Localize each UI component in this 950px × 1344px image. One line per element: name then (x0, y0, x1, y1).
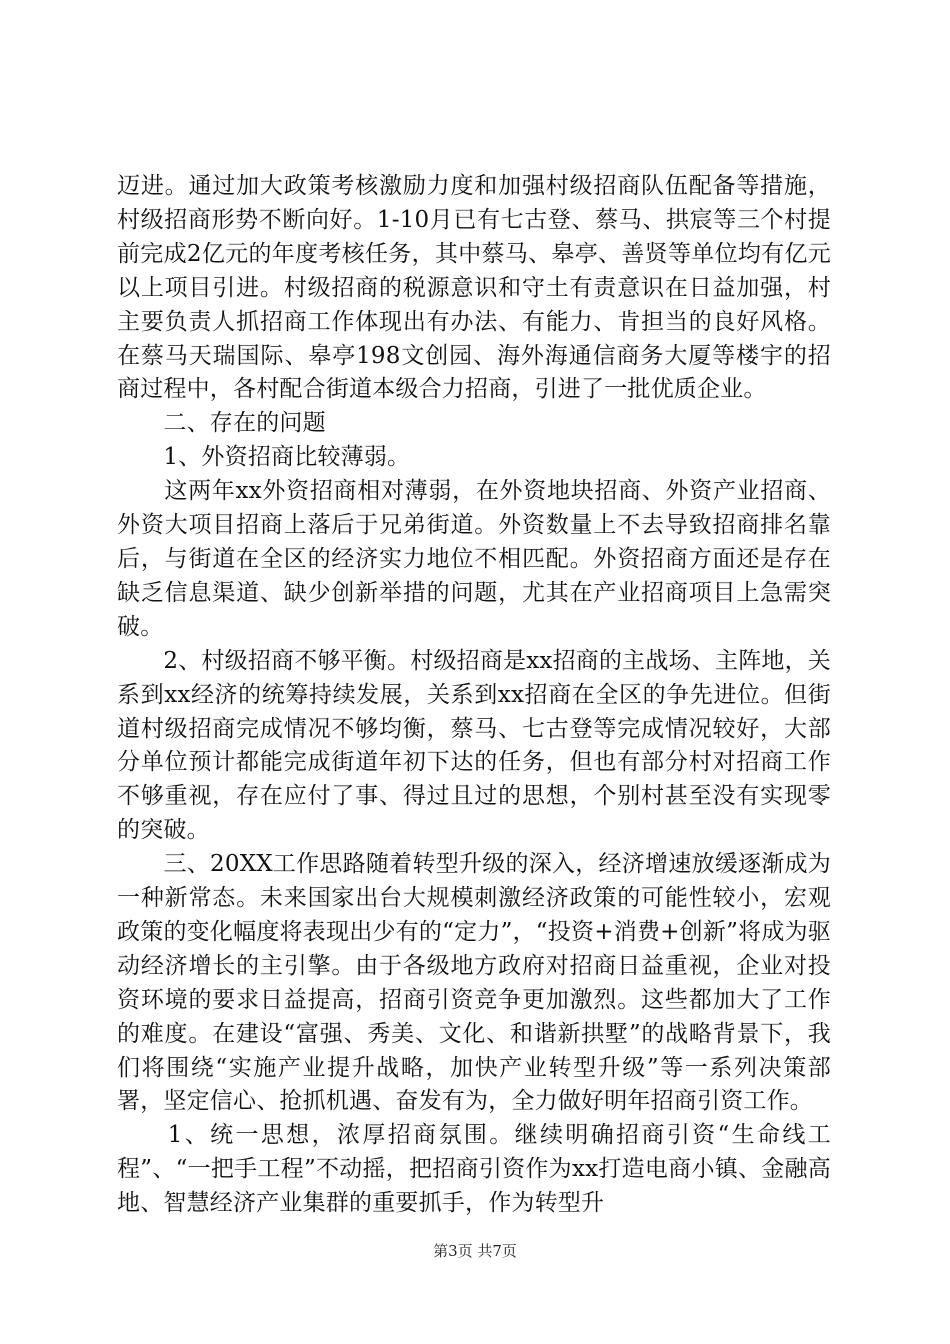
document-body (117, 170, 831, 1221)
section-heading-problems: 二、存在的问题 (117, 410, 326, 437)
paragraph-village-investment: 2、村级招商不够平衡。村级招商是xx招商的主战场、主阵地，关系到xx经济的统筹持续发展，关系到xx招商在全区的争先进位。但街道村级招商完成情况不够均衡，蔡马、七古登等完成情况较好，大部分单位预计都能完成街道年初下达的任务，但也有部分村对招商工作不够重视，存在应付了事、得过且过的思想，个别村甚至没有实现零的突破。 (117, 647, 831, 844)
paragraph-unify-thinking: 1、统一思想，浓厚招商氛围。继续明确招商引资“生命线工程”、“一把手工程”不动摇，把招商引资作为xx打造电商小镇、金融高地、智慧经济产业集群的重要抓手，作为转型升 (117, 1122, 831, 1217)
paragraph-work-plan: 三、20XX工作思路随着转型升级的深入，经济增速放缓逐渐成为一种新常态。未来国家出台大规模刺激经济政策的可能性较小，宏观政策的变化幅度将表现出少有的“定力”，“投资+消费+创新”将成为驱动经济增长的主引擎。由于各级地方政府对招商日益重视，企业对投资环境的要求日益提高，招商引资竞争更加激烈。这些都加大了工作的难度。在建设“富强、秀美、文化、和谐新拱墅”的战略背景下，我们将围绕“实施产业提升战略，加快产业转型升级”等一系列决策部署，坚定信心、抢抓机遇、奋发有为，全力做好明年招商引资工作。 (117, 851, 831, 1115)
paragraph-foreign-investment: 这两年xx外资招商相对薄弱，在外资地块招商、外资产业招商、外资大项目招商上落后于兄弟街道。外资数量上不去导致招商排名靠后，与街道在全区的经济实力地位不相匹配。外资招商方面还是存在缺乏信息渠道、缺少创新举措的问题，尤其在产业招商项目上急需突破。 (117, 478, 831, 640)
subheading-foreign-investment: 1、外资招商比较薄弱。 (117, 444, 411, 471)
page-number-footer: 第3页 共7页 (433, 1242, 517, 1260)
paragraph-1: 迈进。通过加大政策考核激励力度和加强村级招商队伍配备等措施，村级招商形势不断向好。1-10月已有七古登、蔡马、拱宸等三个村提前完成2亿元的年度考核任务，其中蔡马、皋亭、善贤等单位均有亿元以上项目引进。村级招商的税源意识和守土有责意识在日益加强，村主要负责人抓招商工作体现出有办法、有能力、肯担当的良好风格。在蔡马天瑞国际、皋亭198文创园、海外海通信商务大厦等楼宇的招商过程中，各村配合街道本级合力招商，引进了一批优质企业。 (117, 173, 831, 403)
